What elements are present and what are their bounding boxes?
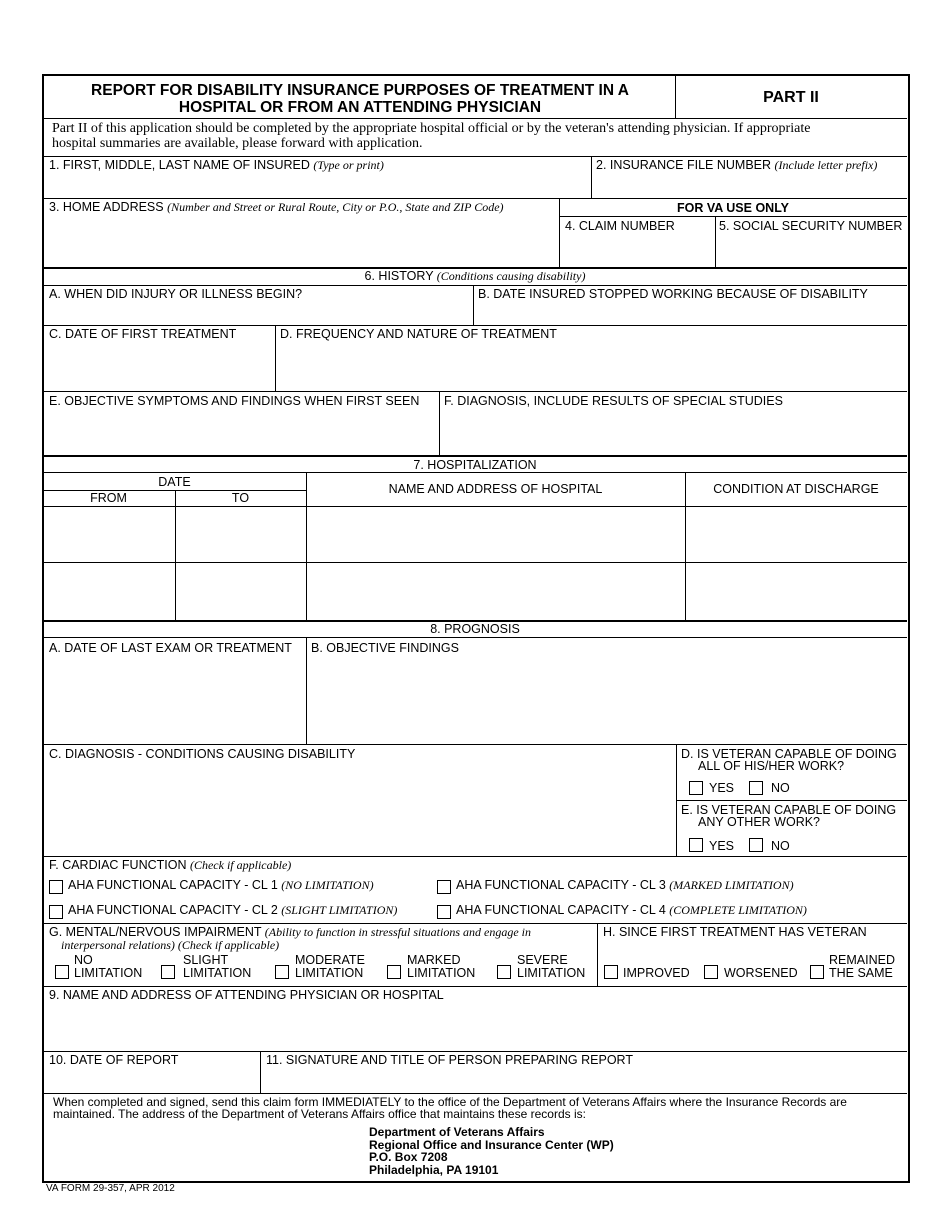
d-yes-checkbox[interactable] xyxy=(689,781,703,795)
history-c-label: C. DATE OF FIRST TREATMENT xyxy=(49,327,237,341)
date-column-label: DATE xyxy=(158,475,191,489)
ssn-input[interactable] xyxy=(717,234,905,266)
rule xyxy=(43,856,907,857)
last-exam-date-input[interactable] xyxy=(44,656,304,742)
mental-moderate-limitation-checkbox[interactable] xyxy=(275,965,289,979)
field-2-label: 2. INSURANCE FILE NUMBER (Include letter prefix) xyxy=(596,158,878,172)
history-f-label: F. DIAGNOSIS, INCLUDE RESULTS OF SPECIAL STUDIES xyxy=(444,394,783,408)
rule xyxy=(559,216,907,217)
cardiac-cl2-checkbox[interactable] xyxy=(49,905,63,919)
worsened-checkbox[interactable] xyxy=(704,965,718,979)
d-no-checkbox[interactable] xyxy=(749,781,763,795)
cardiac-cl1-checkbox[interactable] xyxy=(49,880,63,894)
hospitalization-heading: 7. HOSPITALIZATION xyxy=(413,458,537,472)
rule xyxy=(43,198,907,199)
home-address-input[interactable] xyxy=(44,216,557,266)
d-yes-label: YES xyxy=(709,781,735,795)
history-e-label: E. OBJECTIVE SYMPTOMS AND FINDINGS WHEN FIRST SEEN xyxy=(49,394,420,408)
prognosis-e-label: E. IS VETERAN CAPABLE OF DOING ANY OTHER WORK? xyxy=(681,803,897,829)
e-yes-checkbox[interactable] xyxy=(689,838,703,852)
to-column-label: TO xyxy=(231,491,250,505)
rule xyxy=(43,472,907,473)
diagnosis-conditions-input[interactable] xyxy=(44,762,674,854)
rule xyxy=(43,455,907,457)
divider xyxy=(715,216,716,268)
divider xyxy=(306,638,307,744)
treatment-frequency-input[interactable] xyxy=(277,342,905,390)
mental-severe-limitation-checkbox[interactable] xyxy=(497,965,511,979)
rule xyxy=(43,391,907,392)
rule xyxy=(43,562,907,563)
divider xyxy=(685,472,686,621)
rule xyxy=(43,923,907,924)
mailing-address: Department of Veterans Affairs Regional Office and Insurance Center (WP) P.O. Box 7208 Philadelphia, PA 19101 xyxy=(369,1125,614,1177)
section-9-label: 9. NAME AND ADDRESS OF ATTENDING PHYSICIAN OR HOSPITAL xyxy=(49,988,444,1002)
divider xyxy=(260,1052,261,1093)
insurance-file-number-input[interactable] xyxy=(593,174,905,196)
rule xyxy=(43,156,907,157)
rule xyxy=(43,744,907,745)
prognosis-heading: 8. PROGNOSIS xyxy=(430,622,520,636)
history-d-label: D. FREQUENCY AND NATURE OF TREATMENT xyxy=(280,327,557,341)
objective-findings-input[interactable] xyxy=(308,656,905,742)
mental-no-limitation-label: NO LIMITATION xyxy=(74,953,143,980)
divider xyxy=(597,924,598,986)
page-title: REPORT FOR DISABILITY INSURANCE PURPOSES OF TREATMENT IN A HOSPITAL OR FROM AN ATTENDING PHYSICIAN xyxy=(91,82,629,116)
hosp-row-2-condition-input[interactable] xyxy=(687,564,905,619)
rule xyxy=(676,800,907,801)
hosp-row-2-from-input[interactable] xyxy=(44,564,173,619)
mental-marked-limitation-checkbox[interactable] xyxy=(387,965,401,979)
divider xyxy=(439,392,440,456)
remained-same-label: REMAINED THE SAME xyxy=(829,953,895,980)
hosp-row-1-name-input[interactable] xyxy=(308,508,683,560)
mental-marked-limitation-label: MARKED LIMITATION xyxy=(407,953,476,980)
header-rule xyxy=(43,118,907,119)
section-11-label: 11. SIGNATURE AND TITLE OF PERSON PREPARING REPORT xyxy=(266,1053,633,1067)
claim-number-input[interactable] xyxy=(561,234,713,266)
va-use-only-label: FOR VA USE ONLY xyxy=(676,201,790,215)
mental-moderate-limitation-label: MODERATE LIMITATION xyxy=(295,953,365,980)
field-5-label: 5. SOCIAL SECURITY NUMBER xyxy=(719,219,903,233)
hosp-row-1-from-input[interactable] xyxy=(44,508,173,560)
mental-slight-limitation-label: SLIGHT LIMITATION xyxy=(183,953,252,980)
stopped-working-date-input[interactable] xyxy=(475,302,905,324)
insured-name-input[interactable] xyxy=(44,174,589,196)
prognosis-b-label: B. OBJECTIVE FINDINGS xyxy=(311,641,459,655)
hosp-row-1-condition-input[interactable] xyxy=(687,508,905,560)
field-1-label: 1. FIRST, MIDDLE, LAST NAME OF INSURED (Type or print) xyxy=(49,158,384,172)
divider xyxy=(175,490,176,621)
improved-checkbox[interactable] xyxy=(604,965,618,979)
mental-severe-limitation-label: SEVERE LIMITATION xyxy=(517,953,586,980)
prognosis-d-label: D. IS VETERAN CAPABLE OF DOING ALL OF HIS/HER WORK? xyxy=(681,747,897,773)
intro-text: Part II of this application should be completed by the appropriate hospital official or by the veteran's attending physician. If appropriate hospital summaries are available, please forward with application. xyxy=(52,121,811,151)
d-no-label: NO xyxy=(771,781,790,795)
first-treatment-date-input[interactable] xyxy=(44,342,273,390)
objective-symptoms-input[interactable] xyxy=(44,409,437,454)
worsened-label: WORSENED xyxy=(724,966,798,980)
condition-column-label: CONDITION AT DISCHARGE xyxy=(713,482,879,496)
physician-address-input[interactable] xyxy=(44,1004,905,1050)
improved-label: IMPROVED xyxy=(623,966,690,980)
e-yes-label: YES xyxy=(709,839,735,853)
hosp-row-2-to-input[interactable] xyxy=(177,564,304,619)
hospital-name-column-label: NAME AND ADDRESS OF HOSPITAL xyxy=(388,482,603,496)
rule xyxy=(43,637,907,638)
rule xyxy=(43,1051,907,1052)
rule xyxy=(43,506,907,507)
rule xyxy=(43,1093,907,1094)
since-first-treatment-label: H. SINCE FIRST TREATMENT HAS VETERAN xyxy=(603,925,867,939)
part-label: PART II xyxy=(763,89,819,106)
from-column-label: FROM xyxy=(90,491,127,505)
rule xyxy=(43,285,907,286)
cardiac-cl3-label: AHA FUNCTIONAL CAPACITY - CL 3 (MARKED LIMITATION) xyxy=(456,878,794,892)
illness-begin-input[interactable] xyxy=(44,302,471,324)
cardiac-cl2-label: AHA FUNCTIONAL CAPACITY - CL 2 (SLIGHT LIMITATION) xyxy=(68,903,398,917)
cardiac-function-label: F. CARDIAC FUNCTION (Check if applicable) xyxy=(49,858,292,872)
e-no-label: NO xyxy=(771,839,790,853)
divider xyxy=(275,326,276,392)
cardiac-cl3-checkbox[interactable] xyxy=(437,880,451,894)
prognosis-a-label: A. DATE OF LAST EXAM OR TREATMENT xyxy=(49,641,292,655)
mailing-instructions: When completed and signed, send this claim form IMMEDIATELY to the office of the Department of Veterans Affairs where the Insurance Records are maintained. The address of the Department of Veterans Affairs office that maintains these records is: xyxy=(53,1095,847,1121)
diagnosis-studies-input[interactable] xyxy=(441,409,905,454)
field-3-label: 3. HOME ADDRESS (Number and Street or Rural Route, City or P.O., State and ZIP Code) xyxy=(49,200,504,214)
divider xyxy=(591,157,592,199)
history-heading: 6. HISTORY (Conditions causing disability) xyxy=(364,269,586,283)
cardiac-cl4-checkbox[interactable] xyxy=(437,905,451,919)
form-number: VA FORM 29-357, APR 2012 xyxy=(46,1183,175,1194)
history-b-label: B. DATE INSURED STOPPED WORKING BECAUSE OF DISABILITY xyxy=(478,287,868,301)
rule xyxy=(43,986,907,987)
hosp-row-2-name-input[interactable] xyxy=(308,564,683,619)
history-a-label: A. WHEN DID INJURY OR ILLNESS BEGIN? xyxy=(49,287,303,301)
cardiac-cl4-label: AHA FUNCTIONAL CAPACITY - CL 4 (COMPLETE LIMITATION) xyxy=(456,903,807,917)
report-date-input[interactable] xyxy=(44,1068,258,1092)
e-no-checkbox[interactable] xyxy=(749,838,763,852)
hosp-row-1-to-input[interactable] xyxy=(177,508,304,560)
signature-input[interactable] xyxy=(262,1068,905,1092)
divider xyxy=(306,472,307,621)
field-4-label: 4. CLAIM NUMBER xyxy=(565,219,675,233)
mental-impairment-label: G. MENTAL/NERVOUS IMPAIRMENT (Ability to function in stressful situations and engage in interpersonal relations) (Check if applicable) xyxy=(49,925,532,952)
rule xyxy=(43,325,907,326)
cardiac-cl1-label: AHA FUNCTIONAL CAPACITY - CL 1 (NO LIMITATION) xyxy=(68,878,374,892)
prognosis-c-label: C. DIAGNOSIS - CONDITIONS CAUSING DISABILITY xyxy=(49,747,356,761)
mental-no-limitation-checkbox[interactable] xyxy=(55,965,69,979)
divider xyxy=(473,286,474,326)
section-10-label: 10. DATE OF REPORT xyxy=(49,1053,179,1067)
mental-slight-limitation-checkbox[interactable] xyxy=(161,965,175,979)
remained-same-checkbox[interactable] xyxy=(810,965,824,979)
